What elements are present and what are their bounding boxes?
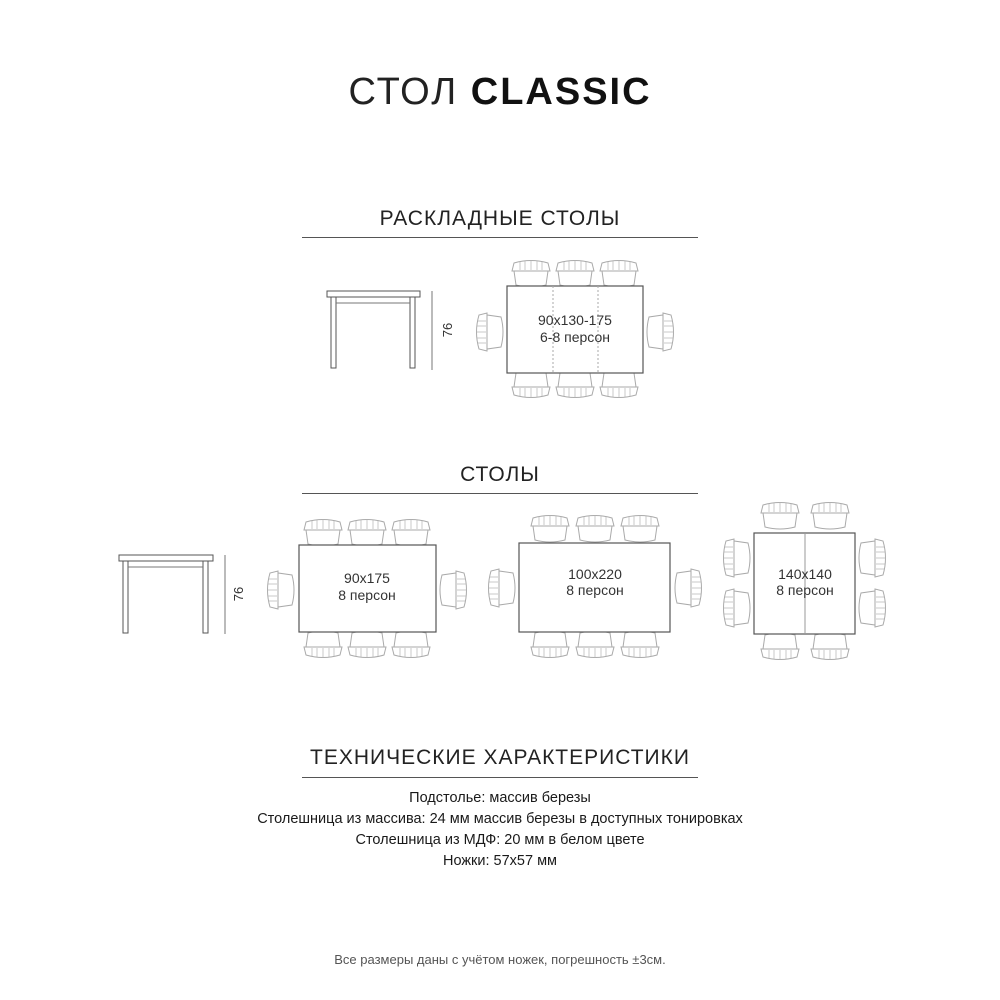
section-title-folding: РАСКЛАДНЫЕ СТОЛЫ	[379, 207, 621, 230]
title-light: СТОЛ	[348, 71, 459, 113]
section-divider-specs	[302, 777, 698, 778]
height-label-fixed: 76	[231, 586, 246, 602]
spec-line: Ножки: 57x57 мм	[442, 853, 558, 869]
spec-line: Столешница из массива: 24 мм массив березы в доступных тонировках	[257, 811, 743, 827]
spec-line: Столешница из МДФ: 20 мм в белом цвете	[355, 832, 645, 848]
table-seats-140x140: 8 персон	[776, 582, 834, 598]
title-bold: CLASSIC	[470, 71, 652, 113]
table-size-140x140: 140x140	[778, 566, 832, 582]
table-size-90x175: 90x175	[344, 570, 390, 586]
table-seats-90x175: 8 персон	[338, 587, 396, 603]
spec-line: Подстолье: массив березы	[409, 790, 591, 806]
section-divider-fixed	[302, 493, 698, 494]
section-title-specs: ТЕХНИЧЕСКИЕ ХАРАКТЕРИСТИКИ	[310, 746, 690, 769]
section-title-fixed: СТОЛЫ	[460, 463, 540, 486]
height-label-folding: 76	[440, 322, 455, 338]
table-seats-100x220: 8 персон	[566, 582, 624, 598]
side-view-folding	[327, 291, 432, 370]
table-seats-folding: 6-8 персон	[540, 329, 610, 345]
table-size-100x220: 100x220	[568, 566, 622, 582]
side-view-fixed	[119, 555, 225, 634]
footnote: Все размеры даны с учётом ножек, погрешность ±3см.	[334, 952, 666, 967]
table-size-folding: 90x130-175	[538, 312, 612, 328]
